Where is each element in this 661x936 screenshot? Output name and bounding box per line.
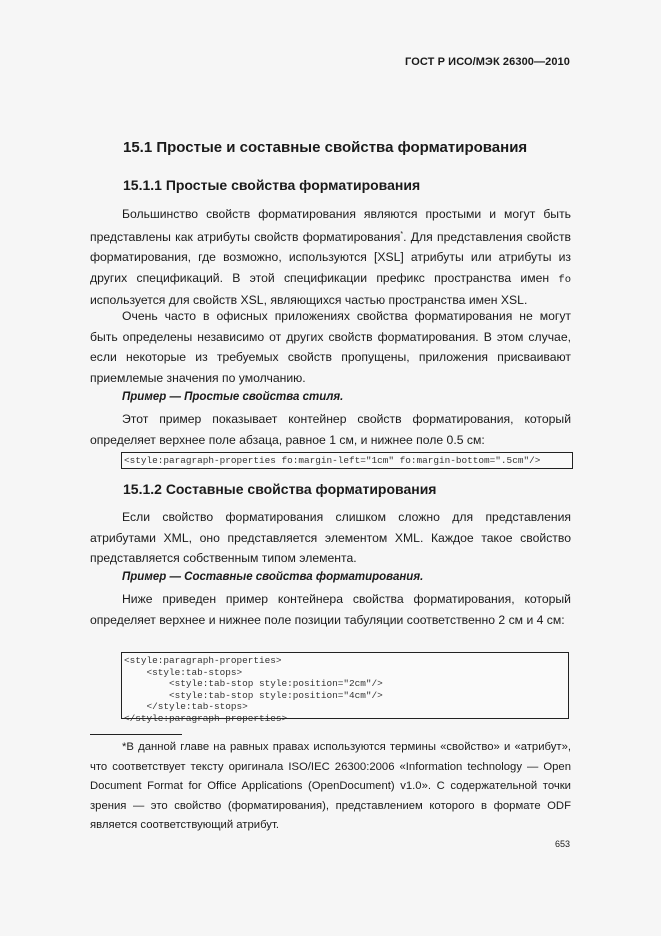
paragraph-simple-properties — [90, 204, 571, 311]
code-line: <style:tab-stops> — [124, 666, 243, 678]
code-example-simple: <style:paragraph-properties fo:margin-left="1cm" fo:margin-bottom=".5cm"/> — [121, 452, 573, 469]
subsection-title-complex: 15.1.2 Составные свойства форматирования — [123, 481, 437, 497]
paragraph-text: используется для свойств XSL, являющихся частью пространства имен XSL. — [90, 293, 528, 308]
code-line: <style:tab-stop style:position="2cm"/> — [124, 678, 383, 690]
page-number: 653 — [554, 839, 570, 849]
paragraph-text: . Для представления свойств форматирования, где возможно, используются [XSL] атрибуты или атрибуты из других спецификаций. В этой спецификации префикс пространства имен — [90, 229, 571, 285]
paragraph-office-defaults: Очень часто в офисных приложениях свойства форматирования не могут быть определены независимо от других свойств форматирования. В этом случае, если некоторые из требуемых свойств пропущены, приложения присваивают приемлемые значения по умолчанию. — [90, 309, 571, 385]
example-label-complex: Пример — Составные свойства форматирования. — [122, 571, 424, 583]
paragraph-example-simple: Этот пример показывает контейнер свойств форматирования, который определяет верхнее поле абзаца, равное 1 см, и нижнее поле 0.5 см: — [90, 412, 571, 447]
code-line: </style:tab-stops> — [124, 701, 248, 713]
subsection-title-simple: 15.1.1 Простые свойства форматирования — [123, 177, 421, 193]
footnote: *В данной главе на равных правах используются термины «свойство» и «атрибут», что соответствует тексту оригинала ISO/IEC 26300:2006 «Information technology — Open Document Format for Office Applications (OpenDocument) v1.0». С содержательной точки зрения — это свойство (форматирования), представлением которого в формате ODF является соответствующий атрибут. — [90, 741, 571, 832]
paragraph-text: Большинство свойств форматирования являются простыми и могут быть представлены как атрибуты свойств форматирования — [90, 207, 571, 244]
section-title: 15.1 Простые и составные свойства форматирования — [123, 139, 528, 156]
paragraph-example-complex: Ниже приведен пример контейнера свойства форматирования, который определяет верхнее и нижнее поле позиции табуляции соответственно 2 см и 4 см: — [90, 592, 571, 627]
example-label-simple: Пример — Простые свойства стиля. — [122, 391, 344, 403]
paragraph-complex-properties: Если свойство форматирования слишком сложно для представления атрибутами XML, оно представляется элементом XML. Каждое такое свойство представляется собственным типом элемента. — [90, 510, 571, 566]
standard-header: ГОСТ Р ИСО/МЭК 26300—2010 — [405, 56, 570, 68]
code-line: <style:tab-stop style:position="4cm"/> — [124, 689, 383, 701]
code-line: </style:paragraph-properties> — [124, 712, 288, 724]
code-line: <style:paragraph-properties> — [124, 655, 282, 666]
inline-code-prefix: fo — [558, 273, 571, 286]
code-example-complex — [121, 652, 569, 724]
footnote-mark: * — [400, 230, 404, 238]
footnote-divider — [90, 734, 182, 735]
